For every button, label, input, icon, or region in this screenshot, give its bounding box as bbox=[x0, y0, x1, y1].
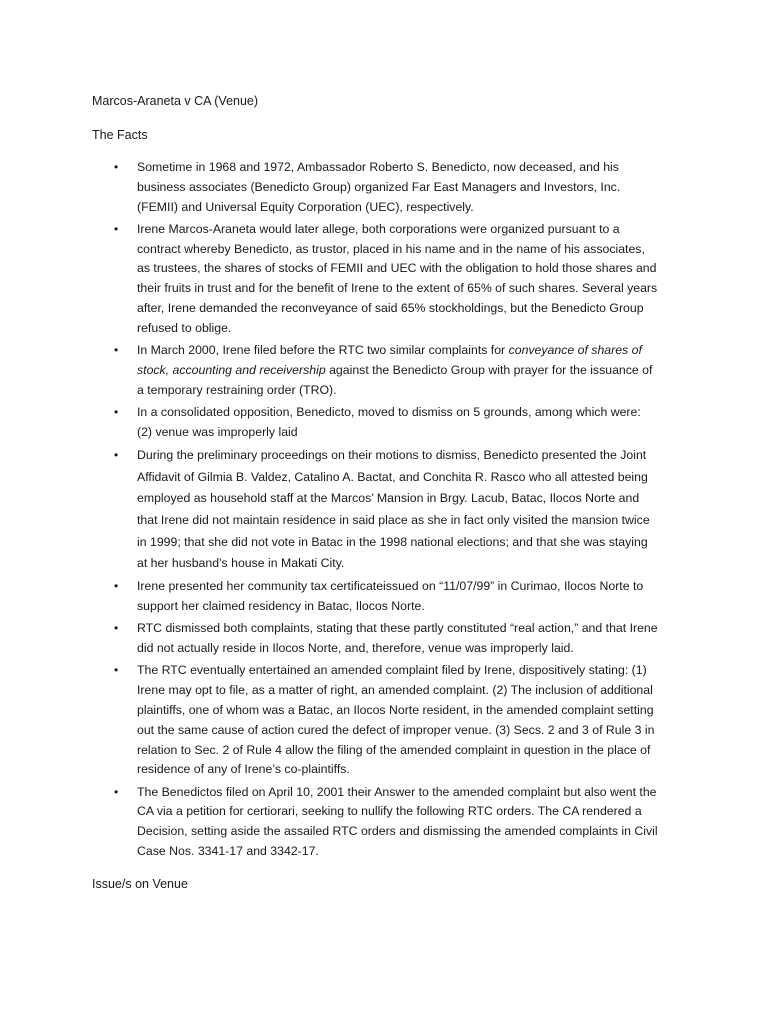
list-item bbox=[0, 445, 768, 575]
list-item bbox=[0, 783, 768, 862]
fact-text: RTC dismissed both complaints, stating that these partly constituted “real action,” and that Irene did not actually reside in Ilocos Norte, and, therefore, venue was improperly laid. bbox=[137, 621, 658, 656]
list-item bbox=[0, 341, 768, 400]
fact-text-line1: In a consolidated opposition, Benedicto, moved to dismiss on 5 grounds, among which were: bbox=[137, 405, 641, 420]
bullet-icon: • bbox=[114, 343, 119, 358]
bullet-icon: • bbox=[114, 405, 119, 420]
bullet-icon: • bbox=[114, 221, 119, 236]
fact-text: The RTC eventually entertained an amended complaint filed by Irene, dispositively stating: (1) Irene may opt to file, as a matter of right, an amended complaint. (2) The inclusion of additional plaintiffs, one of whom was a Batac, an Ilocos Norte resident, in the amended complaint setting out the same cause of action cured the defect of improper venue. (3) Secs. 2 and 3 of Rule 3 in relation to Sec. 2 of Rule 4 allow the filing of the amended complaint in question in the place of residence of any of Irene’s co-plaintiffs. bbox=[137, 663, 655, 777]
document-title: Marcos-Araneta v CA (Venue) bbox=[92, 94, 259, 108]
fact-text-italic: conveyance of shares of stock, accounting and receivership bbox=[137, 343, 642, 377]
fact-text: During the preliminary proceedings on their motions to dismiss, Benedicto presented the Joint Affidavit of Gilmia B. Valdez, Catalino A. Bactat, and Conchita R. Rasco who all attested being employed as household staff at the Marcos’ Mansion in Brgy. Lacub, Batac, Ilocos Norte and that Irene did not maintain residence in said place as she in fact only visited the mansion twice in 1999; that she did not vote in Batac in the 1998 national elections; and that she was staying at her husband’s house in Makati City. bbox=[137, 448, 650, 571]
fact-text: Irene presented her community tax certificateissued on “11/07/99” in Curimao, Ilocos Norte to support her claimed residency in Batac, Ilocos Norte. bbox=[137, 579, 644, 614]
list-item bbox=[0, 661, 768, 780]
fact-text-after: against the Benedicto Group with prayer for the issuance of a temporary restraining order (TRO). bbox=[137, 362, 653, 397]
list-item bbox=[0, 403, 768, 443]
facts-heading: The Facts bbox=[92, 128, 148, 142]
fact-text bbox=[137, 341, 658, 400]
facts-list bbox=[0, 158, 768, 864]
issues-heading: Issue/s on Venue bbox=[92, 877, 188, 891]
bullet-icon: • bbox=[114, 621, 119, 636]
bullet-icon: • bbox=[114, 579, 119, 594]
fact-text: The Benedictos filed on April 10, 2001 their Answer to the amended complaint but also went the CA via a petition for certiorari, seeking to nullify the following RTC orders. The CA rendered a Decision, setting aside the assailed RTC orders and dismissing the amended complaints in Civil Case Nos. 3341-17 and 3342-17. bbox=[137, 784, 658, 859]
fact-text-before: In March 2000, Irene filed before the RTC two similar complaints for bbox=[137, 343, 509, 358]
fact-text: Sometime in 1968 and 1972, Ambassador Roberto S. Benedicto, now deceased, and his business associates (Benedicto Group) organized Far East Managers and Investors, Inc. (FEMII) and Universal Equity Corporation (UEC), respectively. bbox=[137, 160, 621, 214]
bullet-icon: • bbox=[114, 784, 119, 799]
fact-text-line2: (2) venue was improperly laid bbox=[137, 424, 298, 439]
list-item bbox=[0, 220, 768, 339]
bullet-icon: • bbox=[114, 448, 119, 463]
fact-text: Irene Marcos-Araneta would later allege, both corporations were organized pursuant to a contract whereby Benedicto, as trustor, placed in his name and in the name of his associates, as trustees, the shares of stocks of FEMII and UEC with the obligation to hold those shares and their fruits in trust and for the benefit of Irene to the extent of 65% of such shares. Several years after, Irene demanded the reconveyance of said 65% stockholdings, but the Benedicto Group refused to oblige. bbox=[137, 221, 658, 335]
list-item bbox=[0, 619, 768, 659]
list-item bbox=[0, 577, 768, 617]
bullet-icon: • bbox=[114, 663, 119, 678]
bullet-icon: • bbox=[114, 160, 119, 174]
list-item bbox=[0, 158, 768, 217]
